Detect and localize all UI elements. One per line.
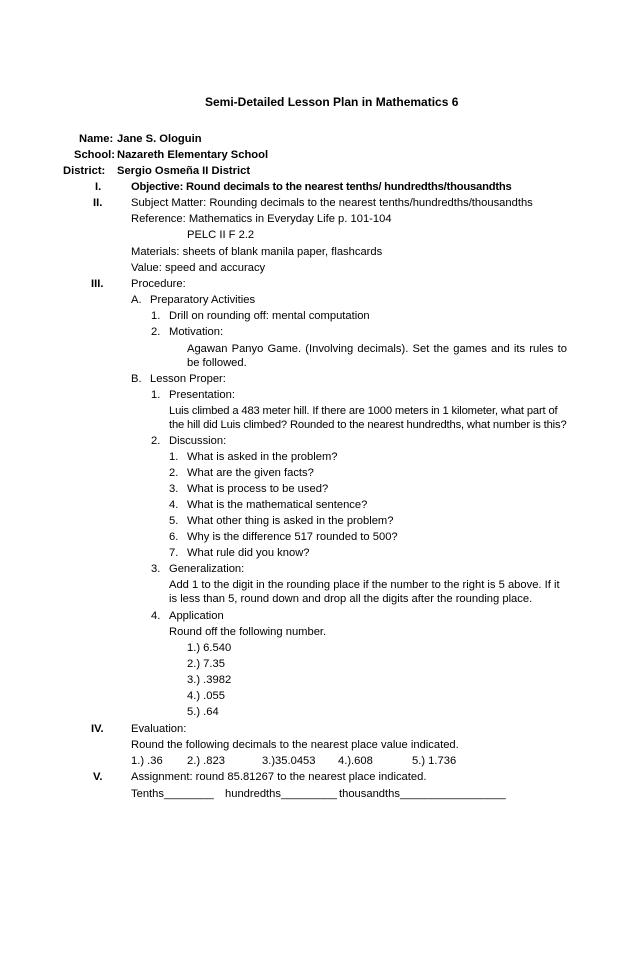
b3-generalization: Generalization:	[169, 563, 245, 575]
b1-number: 1.	[151, 389, 161, 401]
reference: Reference: Mathematics in Everyday Life p. 101-104	[131, 213, 392, 225]
assignment-blank-tenths: Tenths________	[131, 788, 214, 800]
discussion-question: What is the mathematical sentence?	[187, 499, 368, 511]
section-2-number: II.	[93, 197, 103, 209]
b2-discussion: Discussion:	[169, 435, 227, 447]
district-label: District:	[63, 165, 106, 177]
pelc-code: PELC II F 2.2	[187, 229, 255, 241]
section-4-number: IV.	[91, 723, 104, 735]
value: Value: speed and accuracy	[131, 262, 266, 274]
a1-number: 1.	[151, 310, 161, 322]
evaluation-item: 4.).608	[338, 755, 373, 767]
a2-number: 2.	[151, 326, 161, 338]
name-label: Name:	[79, 133, 114, 145]
section-3-number: III.	[91, 278, 104, 290]
discussion-number: 1.	[169, 451, 179, 463]
discussion-question: What is process to be used?	[187, 483, 329, 495]
discussion-question: What are the given facts?	[187, 467, 314, 479]
b3-number: 3.	[151, 563, 161, 575]
a1-drill: Drill on rounding off: mental computation	[169, 310, 370, 322]
assignment-blank-hundredths: hundredths_________	[225, 788, 337, 800]
section-1-number: I.	[95, 181, 102, 193]
evaluation-heading: Evaluation:	[131, 723, 187, 735]
discussion-number: 3.	[169, 483, 179, 495]
name-value: Jane S. Ologuin	[117, 133, 202, 145]
discussion-question: Why is the difference 517 rounded to 500?	[187, 531, 398, 543]
b4-application: Application	[169, 610, 224, 622]
section-1-objective: Objective: Round decimals to the nearest tenths/ hundredths/thousandths	[131, 181, 512, 193]
school-label: School:	[74, 149, 116, 161]
application-item: 4.) .055	[187, 690, 225, 702]
application-item: 3.) .3982	[187, 674, 232, 686]
subject-matter: Subject Matter: Rounding decimals to the nearest tenths/hundredths/thousandths	[131, 197, 533, 209]
procedure-heading: Procedure:	[131, 278, 186, 290]
discussion-number: 7.	[169, 547, 179, 559]
a2-motivation: Motivation:	[169, 326, 224, 338]
discussion-number: 4.	[169, 499, 179, 511]
discussion-number: 5.	[169, 515, 179, 527]
discussion-question: What other thing is asked in the problem?	[187, 515, 394, 527]
part-b-heading: Lesson Proper:	[150, 373, 226, 385]
assignment-text: Assignment: round 85.81267 to the nearest place indicated.	[131, 771, 427, 783]
discussion-question: What is asked in the problem?	[187, 451, 338, 463]
evaluation-item: 5.) 1.736	[412, 755, 457, 767]
application-item: 2.) 7.35	[187, 658, 225, 670]
b4-number: 4.	[151, 610, 161, 622]
evaluation-item: 3.)35.0453	[262, 755, 316, 767]
assignment-blank-thousandths: thousandths_________________	[339, 788, 506, 800]
school-value: Nazareth Elementary School	[117, 149, 269, 161]
discussion-number: 2.	[169, 467, 179, 479]
a2-motivation-detail: Agawan Panyo Game. (Involving decimals). Set the games and its rules to be followed.	[187, 343, 567, 369]
b1-presentation: Presentation:	[169, 389, 235, 401]
materials: Materials: sheets of blank manila paper, flashcards	[131, 246, 383, 258]
discussion-number: 6.	[169, 531, 179, 543]
part-a-letter: A.	[131, 294, 142, 306]
evaluation-instructions: Round the following decimals to the nearest place value indicated.	[131, 739, 459, 751]
evaluation-item: 1.) .36	[131, 755, 163, 767]
district-value: Sergio Osmeña II District	[117, 165, 251, 177]
b4-application-detail: Round off the following number.	[169, 626, 327, 638]
page-title: Semi-Detailed Lesson Plan in Mathematics 6	[205, 95, 459, 109]
b1-presentation-detail: Luis climbed a 483 meter hill. If there are 1000 meters in 1 kilometer, what part of the hill did Luis climbed? Rounded to the nearest hundredths, what number is this?	[169, 405, 567, 431]
part-b-letter: B.	[131, 373, 142, 385]
b3-generalization-detail: Add 1 to the digit in the rounding place if the number to the right is 5 above. If it is less than 5, round down and drop all the digits after the rounding place.	[169, 579, 560, 605]
b2-number: 2.	[151, 435, 161, 447]
evaluation-item: 2.) .823	[187, 755, 225, 767]
section-5-number: V.	[93, 771, 103, 783]
part-a-heading: Preparatory Activities	[150, 294, 256, 306]
application-item: 5.) .64	[187, 706, 219, 718]
discussion-question: What rule did you know?	[187, 547, 310, 559]
application-item: 1.) 6.540	[187, 642, 232, 654]
